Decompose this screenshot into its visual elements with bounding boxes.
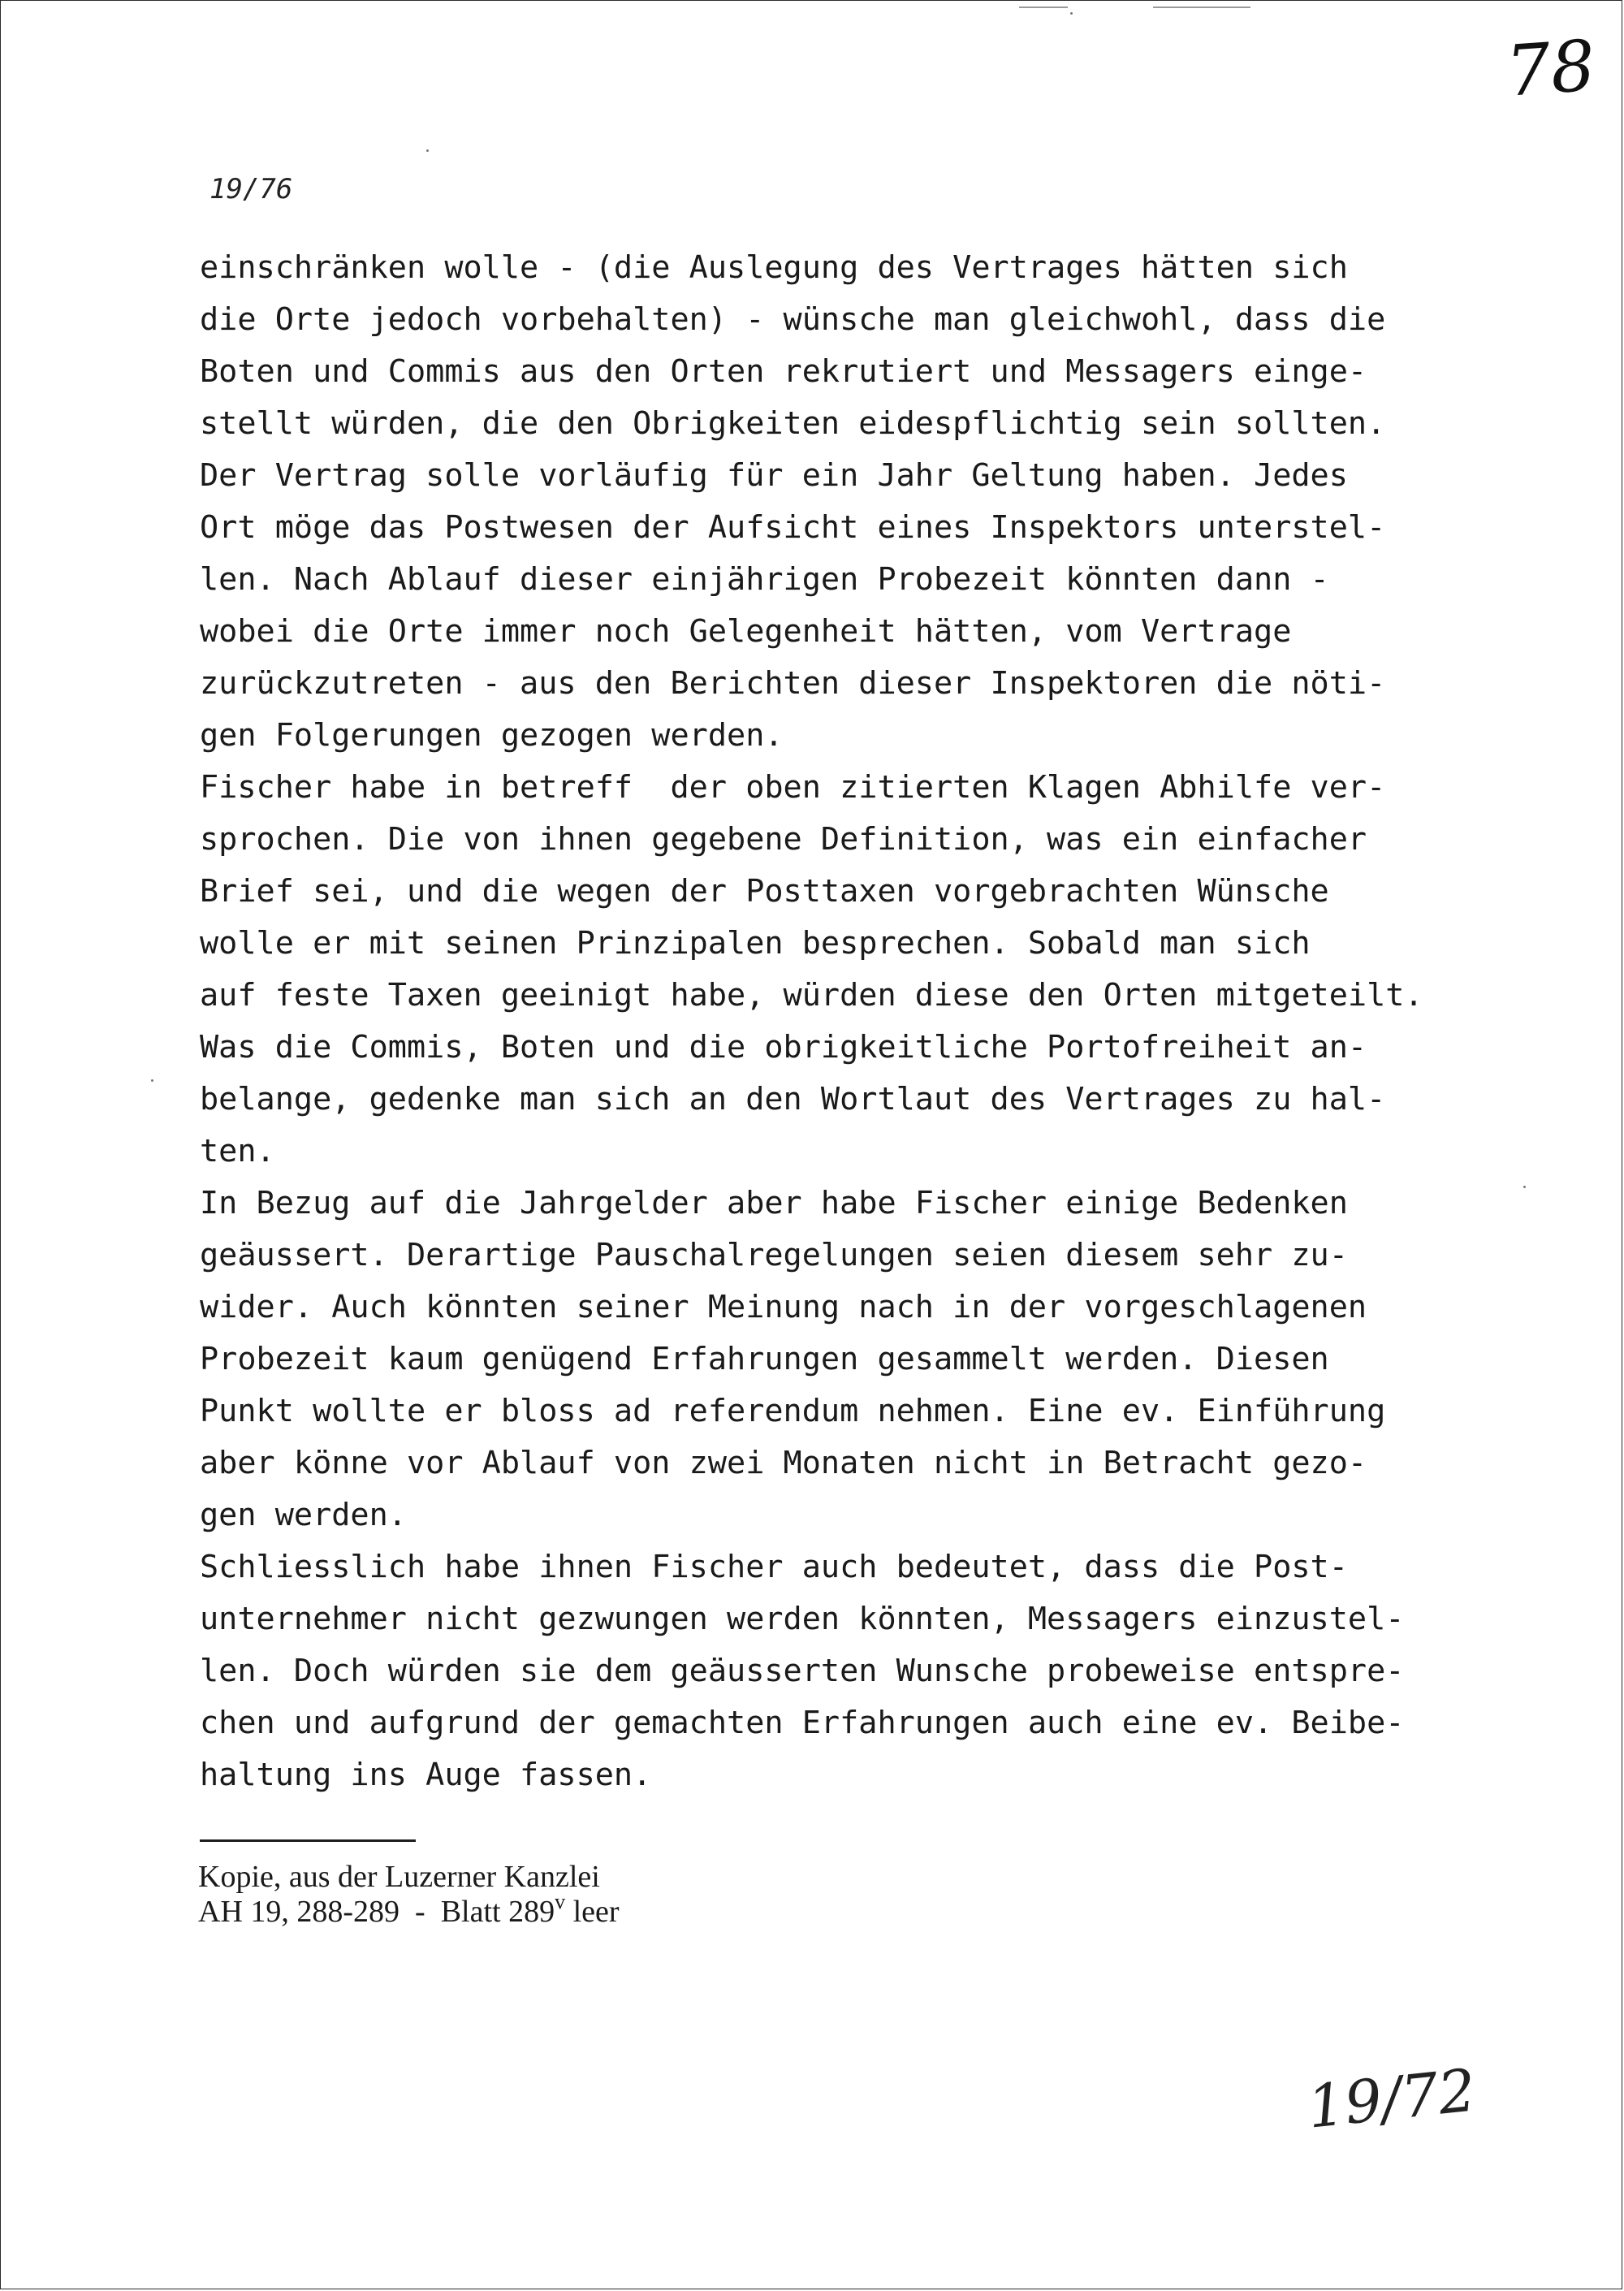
text-line: wobei die Orte immer noch Gelegenheit hätten, vom Vertrage — [200, 613, 1292, 650]
text-line: ten. — [200, 1133, 275, 1169]
text-line: einschränken wolle - (die Auslegung des Vertrages hätten sich — [200, 249, 1348, 286]
text-line: gen Folgerungen gezogen werden. — [200, 717, 784, 754]
text-line: stellt würden, die den Obrigkeiten eidespflichtig sein sollten. — [200, 405, 1386, 442]
footnote-reference — [198, 1890, 620, 1930]
text-line: Brief sei, und die wegen der Posttaxen vorgebrachten Wünsche — [200, 873, 1329, 910]
text-line: wider. Auch könnten seiner Meinung nach in der vorgeschlagenen — [200, 1289, 1367, 1325]
text-line: gen werden. — [200, 1497, 407, 1533]
text-line: geäussert. Derartige Pauschalregelungen seien diesem sehr zu- — [200, 1237, 1348, 1273]
footnote-divider — [200, 1839, 416, 1842]
text-line: sprochen. Die von ihnen gegebene Definition, was ein einfacher — [200, 821, 1367, 858]
page-reference: 19/76 — [209, 173, 293, 205]
text-line: len. Doch würden sie dem geäusserten Wunsche probeweise entspre- — [200, 1653, 1405, 1689]
text-line: Ort möge das Postwesen der Aufsicht eines Inspektors unterstel- — [200, 509, 1386, 546]
text-line: Schliesslich habe ihnen Fischer auch bedeutet, dass die Post- — [200, 1549, 1348, 1585]
text-line: belange, gedenke man sich an den Wortlaut des Vertrages zu hal- — [200, 1081, 1386, 1117]
text-line: die Orte jedoch vorbehalten) - wünsche man gleichwohl, dass die — [200, 301, 1386, 338]
footnote — [198, 1860, 620, 1930]
text-line: auf feste Taxen geeinigt habe, würden diese den Orten mitgeteilt. — [200, 977, 1423, 1014]
text-line: haltung ins Auge fassen. — [200, 1757, 652, 1793]
footnote-source: Kopie, aus der Luzerner Kanzlei — [198, 1860, 600, 1894]
body-text — [200, 242, 1580, 1801]
handwritten-archive-number: 19/72 — [1304, 2055, 1479, 2142]
text-line: unternehmer nicht gezwungen werden könnten, Messagers einzustel- — [200, 1601, 1405, 1637]
text-line: len. Nach Ablauf dieser einjährigen Probezeit könnten dann - — [200, 561, 1329, 598]
folio-number: 78 — [1503, 25, 1598, 113]
scan-speck — [426, 149, 429, 152]
text-line: Punkt wollte er bloss ad referendum nehmen. Eine ev. Einführung — [200, 1393, 1386, 1429]
text-line: zurückzutreten - aus den Berichten dieser Inspektoren die nöti- — [200, 665, 1386, 702]
scan-artifact — [1153, 6, 1250, 8]
footnote-reference-tail: leer — [565, 1895, 620, 1929]
footnote-reference-text: AH 19, 288-289 - Blatt 289 — [198, 1895, 555, 1929]
verso-superscript: v — [555, 1890, 566, 1913]
text-line: chen und aufgrund der gemachten Erfahrungen auch eine ev. Beibe- — [200, 1705, 1405, 1741]
text-line: Fischer habe in betreff der oben zitierten Klagen Abhilfe ver- — [200, 769, 1386, 806]
scan-speck — [1070, 12, 1073, 15]
scan-speck — [151, 1079, 153, 1082]
text-line: Der Vertrag solle vorläufig für ein Jahr Geltung haben. Jedes — [200, 457, 1348, 494]
scan-artifact — [1019, 6, 1068, 8]
text-line: aber könne vor Ablauf von zwei Monaten nicht in Betracht gezo- — [200, 1445, 1367, 1481]
text-line: wolle er mit seinen Prinzipalen besprechen. Sobald man sich — [200, 925, 1311, 962]
text-line: Probezeit kaum genügend Erfahrungen gesammelt werden. Diesen — [200, 1341, 1329, 1377]
text-line: In Bezug auf die Jahrgelder aber habe Fischer einige Bedenken — [200, 1185, 1348, 1221]
text-line: Was die Commis, Boten und die obrigkeitliche Portofreiheit an- — [200, 1029, 1367, 1066]
text-line: Boten und Commis aus den Orten rekrutiert und Messagers einge- — [200, 353, 1367, 390]
